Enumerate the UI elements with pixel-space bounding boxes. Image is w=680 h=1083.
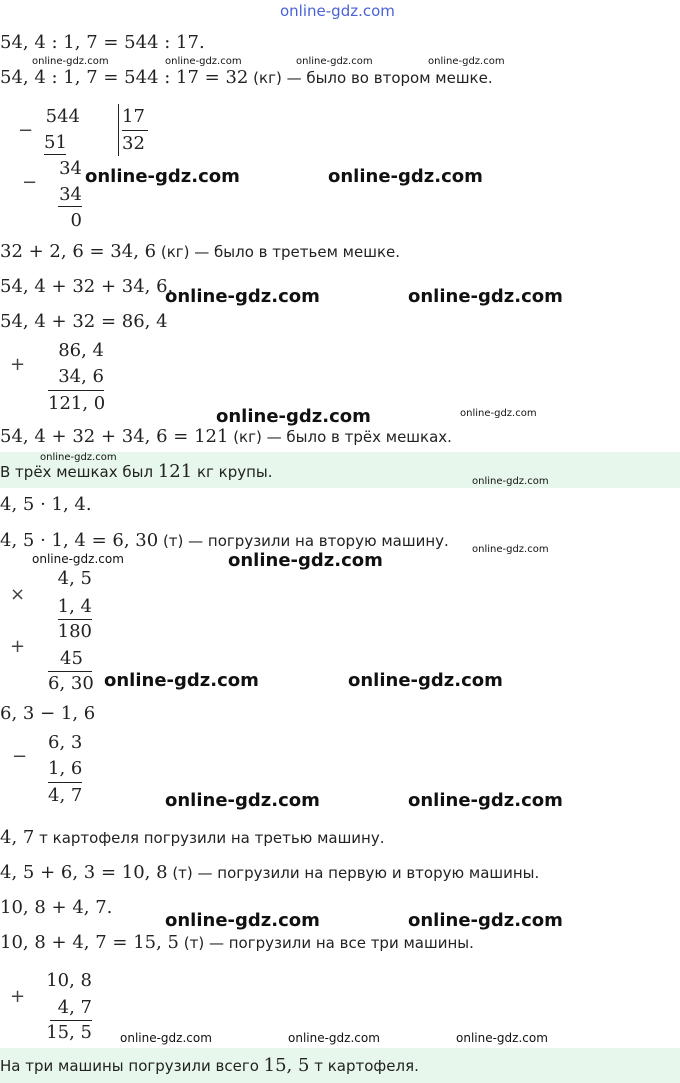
- subtraction-rule: [48, 782, 82, 783]
- equation-line-1: 54, 4 : 1, 7 = 544 : 17.: [0, 32, 205, 53]
- equation-text: (т) — погрузили на все три машины.: [179, 934, 474, 952]
- watermark-large: online-gdz.com: [408, 910, 563, 931]
- watermark-small: online-gdz.com: [460, 408, 537, 419]
- partial-product-2: 45: [60, 648, 83, 669]
- equation-text: (кг) — было в третьем мешке.: [156, 243, 400, 261]
- factor-1: 4, 5: [57, 568, 92, 589]
- partial-product-1: 180: [57, 621, 92, 642]
- sum: 15, 5: [46, 1022, 92, 1043]
- watermark-large: online-gdz.com: [165, 790, 320, 811]
- answer-number: 121: [157, 461, 193, 482]
- answer-text: На три машины погрузили всего: [0, 1057, 264, 1075]
- equation-line-8: [0, 530, 449, 552]
- times-sign: ×: [10, 584, 26, 605]
- plus-sign: +: [10, 986, 26, 1007]
- division-rule-2: [58, 206, 82, 207]
- equation-math: 10, 8 + 4, 7 = 15, 5: [0, 932, 179, 953]
- subtrahend-2: 34: [59, 184, 82, 205]
- equation-line-3: [0, 241, 400, 263]
- plus-sign: +: [10, 354, 26, 375]
- addition-rule: [50, 1020, 92, 1021]
- factor-2: 1, 4: [57, 596, 92, 617]
- watermark-large: online-gdz.com: [104, 670, 259, 691]
- division-rule-1: [44, 154, 66, 155]
- answer-number: 15, 5: [263, 1055, 310, 1076]
- remainder-1: 34: [59, 158, 82, 179]
- watermark-large: online-gdz.com: [165, 910, 320, 931]
- equation-math: 4, 7: [0, 827, 35, 848]
- answer-2: [0, 1055, 419, 1077]
- answer-text: т картофеля.: [309, 1057, 419, 1075]
- addend-2: 34, 6: [58, 366, 104, 387]
- quotient: 32: [122, 133, 145, 154]
- minus-sign: −: [22, 172, 38, 193]
- equation-text: (т) — погрузили на первую и вторую машины.: [167, 864, 540, 882]
- answer-text: В трёх мешках был: [0, 463, 158, 481]
- watermark-large: online-gdz.com: [328, 166, 483, 187]
- equation-line-4: 54, 4 + 32 + 34, 6.: [0, 276, 174, 297]
- watermark-small: online-gdz.com: [472, 476, 549, 487]
- watermark-large: online-gdz.com: [348, 670, 503, 691]
- equation-line-6: [0, 426, 452, 448]
- equation-math: 4, 5 · 1, 4 = 6, 30: [0, 530, 159, 551]
- watermark-small: online-gdz.com: [456, 1031, 548, 1045]
- addend-1: 86, 4: [58, 340, 104, 361]
- divisor: 17: [122, 106, 145, 127]
- subtrahend: 1, 6: [48, 758, 83, 779]
- equation-line-5: 54, 4 + 32 = 86, 4: [0, 311, 168, 332]
- multiplication-rule: [58, 619, 92, 620]
- watermark-large: online-gdz.com: [165, 286, 320, 307]
- minus-sign: −: [18, 120, 34, 141]
- addition-rule: [48, 390, 104, 391]
- watermark-small: online-gdz.com: [32, 56, 109, 67]
- addend-1: 10, 8: [46, 970, 92, 991]
- addend-2: 4, 7: [57, 997, 92, 1018]
- equation-text: (кг) — было во втором мешке.: [248, 69, 493, 87]
- watermark-small: online-gdz.com: [32, 552, 124, 566]
- watermark-large: online-gdz.com: [216, 406, 371, 427]
- difference: 4, 7: [48, 785, 83, 806]
- equation-line-9: 6, 3 − 1, 6: [0, 703, 96, 724]
- subtrahend-1: 51: [44, 132, 67, 153]
- equation-text: т картофеля погрузили на третью машину.: [34, 829, 385, 847]
- product-rule: [48, 671, 92, 672]
- equation-line-11: [0, 862, 539, 884]
- equation-math: 32 + 2, 6 = 34, 6: [0, 241, 157, 262]
- equation-line-13: [0, 932, 474, 954]
- equation-math: 54, 4 + 32 + 34, 6 = 121: [0, 426, 229, 447]
- watermark-small: online-gdz.com: [472, 544, 549, 555]
- watermark-small: online-gdz.com: [165, 56, 242, 67]
- equation-text: (кг) — было в трёх мешках.: [228, 428, 452, 446]
- answer-1: [0, 461, 273, 483]
- equation-text: (т) — погрузили на вторую машину.: [158, 532, 449, 550]
- remainder-2: 0: [70, 210, 82, 231]
- watermark-small: online-gdz.com: [288, 1031, 380, 1045]
- equation-math: 54, 4 : 1, 7 = 544 : 17 = 32: [0, 67, 249, 88]
- product: 6, 30: [48, 673, 94, 694]
- plus-sign: +: [10, 636, 26, 657]
- equation-line-10: [0, 827, 385, 849]
- dividend: 544: [45, 106, 80, 127]
- watermark-large: online-gdz.com: [228, 550, 383, 571]
- watermark-large: online-gdz.com: [408, 790, 563, 811]
- equation-line-7: 4, 5 · 1, 4.: [0, 494, 92, 515]
- equation-math: 4, 5 + 6, 3 = 10, 8: [0, 862, 168, 883]
- minus-sign: −: [12, 746, 28, 767]
- watermark-small: online-gdz.com: [120, 1031, 212, 1045]
- minuend: 6, 3: [48, 732, 83, 753]
- watermark-large: online-gdz.com: [408, 286, 563, 307]
- sum: 121, 0: [48, 393, 106, 414]
- answer-text: кг крупы.: [192, 463, 273, 481]
- watermark-large: online-gdz.com: [85, 166, 240, 187]
- division-bar: [118, 104, 119, 156]
- equation-line-12: 10, 8 + 4, 7.: [0, 897, 113, 918]
- watermark-small: online-gdz.com: [428, 56, 505, 67]
- site-watermark: online-gdz.com: [280, 2, 395, 20]
- divisor-rule: [122, 130, 148, 131]
- watermark-small: online-gdz.com: [296, 56, 373, 67]
- equation-line-2: [0, 67, 493, 89]
- watermark-small: online-gdz.com: [40, 452, 117, 463]
